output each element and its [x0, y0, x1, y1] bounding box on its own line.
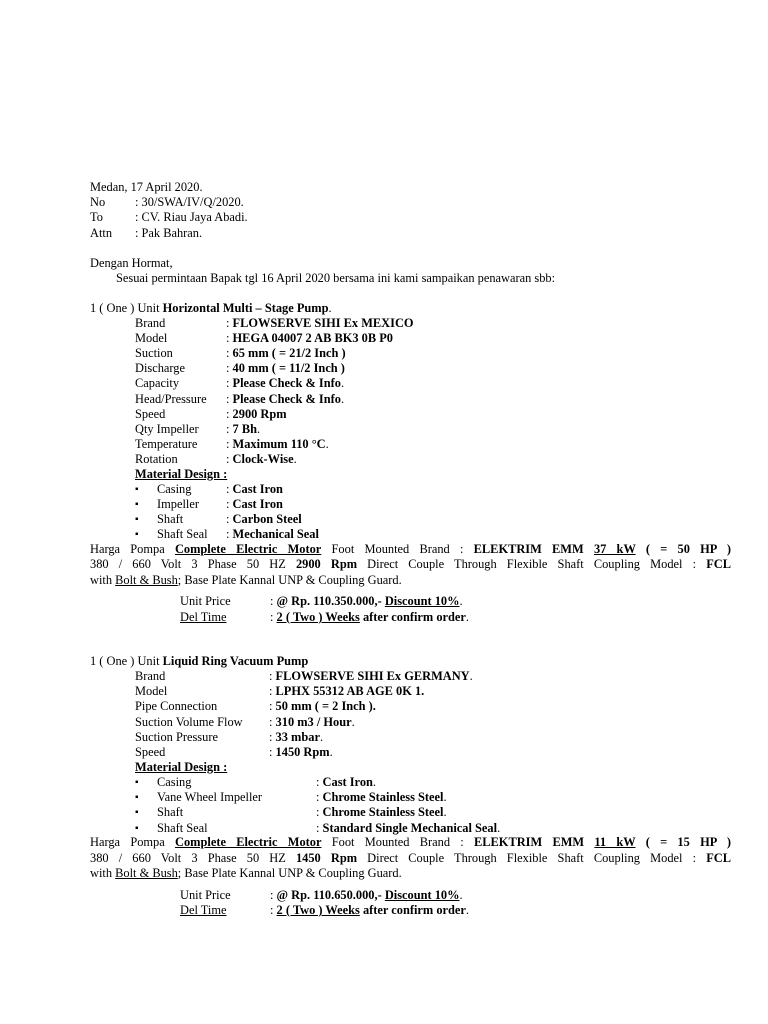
- bullet-icon: ▪: [135, 499, 139, 511]
- item2-specs-label: Pipe Connection: [135, 699, 218, 714]
- item2-specs-label: Speed: [135, 745, 166, 759]
- item1-material-title: Material Design :: [135, 467, 228, 481]
- item1-del-time-label: Del Time: [180, 610, 227, 624]
- header-label-to: To: [90, 210, 103, 224]
- item2-materials-value: : Chrome Stainless Steel.: [316, 790, 447, 805]
- item2-specs-value: : FLOWSERVE SIHI Ex GERMANY.: [269, 669, 473, 683]
- item2-specs-value: : 1450 Rpm.: [269, 745, 333, 759]
- bullet-icon: ▪: [135, 822, 139, 834]
- item2-del-time: : 2 ( Two ) Weeks after confirm order.: [270, 903, 470, 917]
- item1-del-time: : 2 ( Two ) Weeks after confirm order.: [270, 610, 470, 624]
- bullet-icon: ▪: [135, 792, 139, 804]
- greeting: Dengan Hormat,: [90, 256, 173, 270]
- item1-materials-label: Impeller: [157, 497, 199, 512]
- item1-specs-value: : FLOWSERVE SIHI Ex MEXICO: [226, 316, 414, 330]
- item1-price-line3: with Bolt & Bush; Base Plate Kannal UNP & Coupling Guard.: [90, 573, 402, 587]
- item1-unit-price: : @ Rp. 110.350.000,- Discount 10%.: [270, 594, 463, 608]
- header-value-no: : 30/SWA/IV/Q/2020.: [135, 195, 244, 209]
- item1-specs-label: Rotation: [135, 451, 178, 466]
- item2-specs-label: Brand: [135, 669, 166, 683]
- item1-title: Horizontal Multi – Stage Pump: [162, 301, 329, 315]
- item1-specs-value: : 40 mm ( = 11/2 Inch ): [226, 361, 345, 376]
- item1-specs-value: : 65 mm ( = 21/2 Inch ): [226, 346, 346, 361]
- item1-specs-label: Temperature: [135, 436, 198, 451]
- item1-specs-label: Head/Pressure: [135, 391, 207, 406]
- item2-specs-value: : LPHX 55312 AB AGE 0K 1.: [269, 684, 425, 699]
- place-date: Medan, 17 April 2020.: [90, 180, 203, 194]
- bullet-icon: ▪: [135, 514, 139, 526]
- item2-specs-value: : 50 mm ( = 2 Inch ).: [269, 699, 376, 714]
- item1-specs-value: : Clock-Wise.: [226, 451, 297, 466]
- item2-materials-value: : Cast Iron.: [316, 775, 377, 789]
- item1-price-line1: Harga Pompa Complete Electric Motor Foot Mounted Brand : ELEKTRIM EMM 37 kW ( = 50 HP ): [90, 542, 732, 556]
- item2-materials-label: Shaft Seal: [157, 820, 208, 835]
- item1-materials-label: Shaft: [157, 512, 184, 527]
- item1-materials-label: Shaft Seal: [157, 527, 208, 542]
- item2-specs-label: Model: [135, 684, 168, 699]
- header-label-no: No: [90, 195, 106, 209]
- item2-unit-price: : @ Rp. 110.650.000,- Discount 10%.: [270, 888, 463, 902]
- item2-materials-value: : Chrome Stainless Steel.: [316, 805, 447, 820]
- item2-material-title: Material Design :: [135, 760, 228, 774]
- item2-specs-value: : 33 mbar.: [269, 729, 324, 744]
- item2-price-line1: Harga Pompa Complete Electric Motor Foot Mounted Brand : ELEKTRIM EMM 11 kW ( = 15 HP ): [90, 835, 731, 849]
- item1-materials-value: : Mechanical Seal: [226, 527, 319, 542]
- item1-specs-label: Brand: [135, 316, 166, 330]
- item2-materials-value: : Standard Single Mechanical Seal.: [316, 820, 501, 835]
- item1-specs-value: : HEGA 04007 2 AB BK3 0B P0: [226, 331, 393, 346]
- item2-del-time-label: Del Time: [180, 903, 227, 917]
- item1-materials-label: Casing: [157, 482, 192, 496]
- header-value-to: : CV. Riau Jaya Abadi.: [135, 210, 248, 224]
- item1-specs-label: Discharge: [135, 361, 186, 376]
- item1-specs-label: Model: [135, 331, 168, 346]
- item1-unit-price-label: Unit Price: [180, 594, 231, 608]
- item2-specs-value: : 310 m3 / Hour.: [269, 714, 355, 729]
- item2-unit-price-label: Unit Price: [180, 888, 231, 902]
- item1-heading: 1 ( One ) Unit Horizontal Multi – Stage Pump.: [90, 301, 332, 315]
- item1-specs-label: Qty Impeller: [135, 421, 199, 436]
- item2-heading: 1 ( One ) Unit Liquid Ring Vacuum Pump: [90, 654, 309, 668]
- item1-specs-value: : Please Check & Info.: [226, 391, 345, 406]
- bullet-icon: ▪: [135, 529, 139, 541]
- item1-discount: Discount 10%: [384, 594, 460, 608]
- item2-materials-label: Shaft: [157, 805, 184, 820]
- item1-specs-value: : Please Check & Info.: [226, 376, 345, 391]
- intro-paragraph: Sesuai permintaan Bapak tgl 16 April 2020 bersama ini kami sampaikan penawaran sbb:: [116, 271, 556, 285]
- item1-specs-value: : 7 Bh.: [226, 421, 261, 436]
- header-label-attn: Attn: [90, 226, 113, 240]
- item1-materials-value: : Cast Iron: [226, 482, 283, 496]
- header-value-attn: : Pak Bahran.: [135, 226, 203, 240]
- item1-specs-label: Capacity: [135, 376, 180, 391]
- item2-materials-label: Casing: [157, 775, 192, 789]
- item2-discount: Discount 10%: [384, 888, 460, 902]
- item1-specs-value: : Maximum 110 °C.: [226, 436, 329, 451]
- item2-price-line2: 380 / 660 Volt 3 Phase 50 HZ 1450 Rpm Direct Couple Through Flexible Shaft Coupling Model : FCL: [90, 851, 731, 865]
- item1-price-line2: 380 / 660 Volt 3 Phase 50 HZ 2900 Rpm Direct Couple Through Flexible Shaft Coupling Model : FCL: [90, 557, 731, 571]
- item1-specs-value: : 2900 Rpm: [226, 406, 287, 421]
- bullet-icon: ▪: [135, 807, 139, 819]
- item2-specs-label: Suction Pressure: [135, 729, 218, 744]
- item1-specs-label: Speed: [135, 406, 166, 421]
- item2-materials-label: Vane Wheel Impeller: [157, 790, 263, 805]
- item2-price-line3: with Bolt & Bush; Base Plate Kannal UNP & Coupling Guard.: [90, 866, 402, 880]
- item1-materials-value: : Carbon Steel: [226, 512, 302, 527]
- bullet-icon: ▪: [135, 484, 139, 495]
- item1-materials-value: : Cast Iron: [226, 497, 283, 512]
- bullet-icon: ▪: [135, 777, 139, 788]
- item2-specs-label: Suction Volume Flow: [135, 714, 243, 729]
- item2-title: Liquid Ring Vacuum Pump: [162, 654, 309, 668]
- item1-specs-label: Suction: [135, 346, 173, 361]
